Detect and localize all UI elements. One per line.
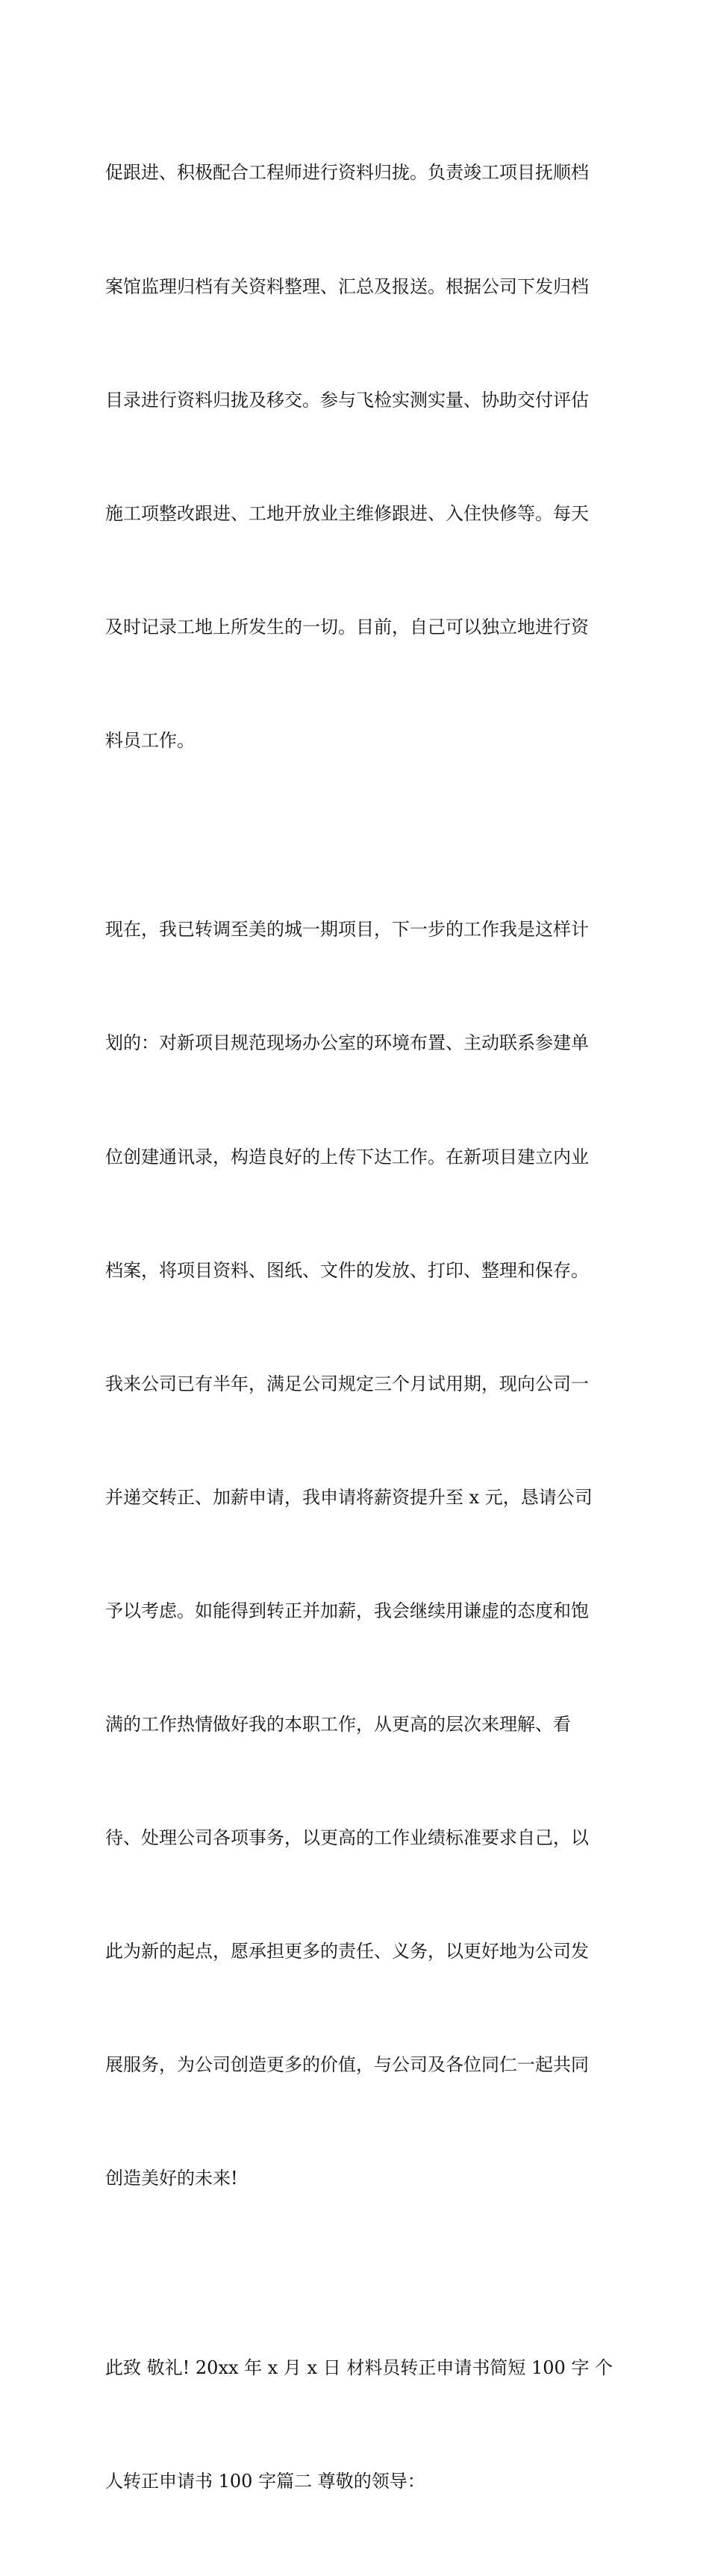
text-line: 位创建通讯录，构造良好的上传下达工作。在新项目建立内业 [105, 1138, 607, 1176]
text-line: 待、处理公司各项事务，以更高的工作业绩标准要求自己，以 [105, 1819, 607, 1857]
text-line: 档案，将项目资料、图纸、文件的发放、打印、整理和保存。 [105, 1252, 607, 1290]
text-line: 创造美好的未来! [105, 2159, 607, 2198]
document-body [105, 78, 607, 2576]
text-line: 此致 敬礼! 20xx 年 x 月 x 日 材料员转正申请书简短 100 字 个 [105, 2349, 607, 2387]
document-page [0, 0, 709, 917]
text-line: 我来公司已有半年，满足公司规定三个月试用期，现向公司一 [105, 1365, 607, 1403]
text-line: 促跟进、积极配合工程师进行资料归拢。负责竣工项目抚顺档 [105, 154, 607, 192]
text-line: 此为新的起点，愿承担更多的责任、义务，以更好地为公司发 [105, 1933, 607, 1971]
text-line: 及时记录工地上所发生的一切。目前，自己可以独立地进行资 [105, 608, 607, 646]
paragraph-3 [105, 2274, 607, 2576]
text-line: 施工项整改跟进、工地开放业主维修跟进、入住快修等。每天 [105, 495, 607, 533]
text-line: 展服务，为公司创造更多的价值，与公司及各位同仁一起共同 [105, 2046, 607, 2084]
text-line: 人转正申请书 100 字篇二 尊敬的领导： [105, 2463, 607, 2501]
text-line: 案馆监理归档有关资料整理、汇总及报送。根据公司下发归档 [105, 268, 607, 306]
text-line: 并递交转正、加薪申请，我申请将薪资提升至 x 元，恳请公司 [105, 1479, 607, 1517]
paragraph-1 [105, 78, 607, 835]
text-line: 划的：对新项目规范现场办公室的环境布置、主动联系参建单 [105, 1024, 607, 1062]
text-line: 满的工作热情做好我的本职工作，从更高的层次来理解、看 [105, 1706, 607, 1744]
text-line: 现在，我已转调至美的城一期项目，下一步的工作我是这样计 [105, 911, 607, 949]
text-line: 予以考虑。如能得到转正并加薪，我会继续用谦虚的态度和饱 [105, 1592, 607, 1630]
text-line: 料员工作。 [105, 722, 607, 760]
text-line: 目录进行资料归拢及移交。参与飞检实测实量、协助交付评估 [105, 381, 607, 420]
paragraph-2 [105, 835, 607, 2274]
